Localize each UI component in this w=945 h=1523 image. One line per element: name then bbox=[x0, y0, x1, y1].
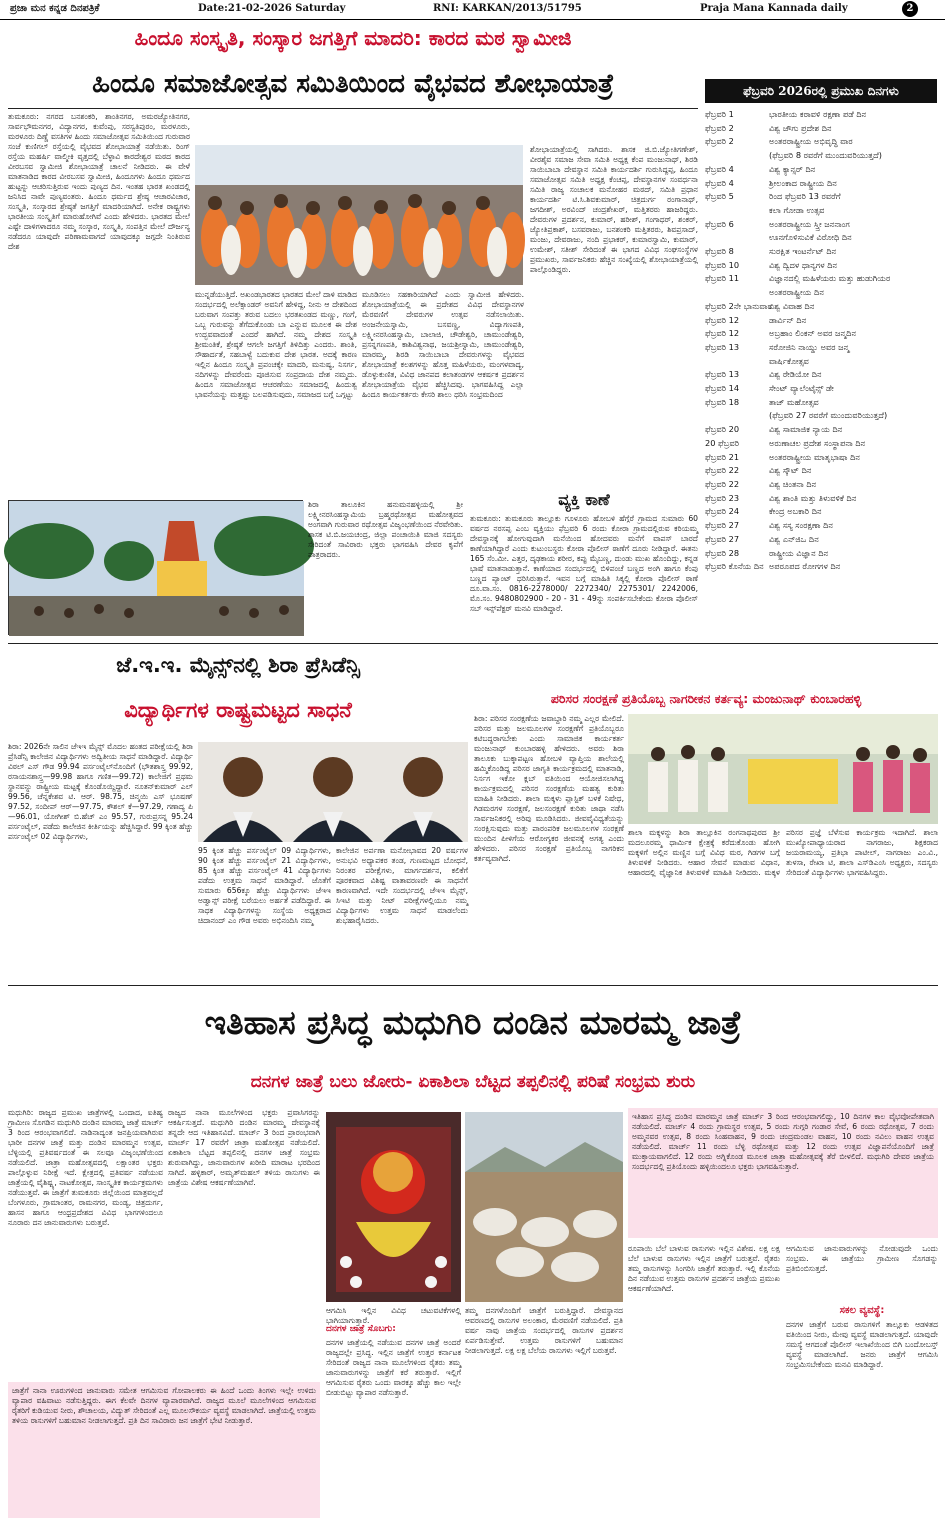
important-day-row bbox=[705, 204, 937, 218]
important-day-date: ಫೆಬ್ರವರಿ 23 bbox=[705, 492, 740, 503]
jatre-text-6b: ದನಗಳ ಜಾತ್ರೆಗೆ ಬರುವ ರಾಸುಗಳಿಗೆ ತಾಲ್ಲೂಕು ಆಡಳಿತದ ವತಿಯಿಂದ ನೀರು, ಮೇವು ವ್ಯವಸ್ಥೆ ಮಾಡಲಾಗುತ್ತದೆ. ಯಾವುದೇ ಸಮಸ್ಯೆ ಆಗದಂತೆ ಪೊಲೀಸ್ ಇಲಾಖೆಯಿಂದ ಬಿಗಿ ಬಂದೋಬಸ್ತ್ ವ್ಯವಸ್ಥೆ ಮಾಡಲಾಗಿದೆ. ಜನರು ಜಾತ್ರೆಗೆ ಆಗಮಿಸಿ ಸಂಭ್ರಮಿಸಬೇಕೆಂದು ಮನವಿ ಮಾಡಿದ್ದಾರೆ. bbox=[786, 1320, 938, 1370]
students-photo bbox=[198, 742, 468, 842]
important-day-row bbox=[705, 190, 937, 204]
procession-photo bbox=[195, 145, 523, 285]
important-day-event: ಸೇಂಟ್ ವ್ಯಾಲೆಂಟೈನ್ಸ್ ಡೇ bbox=[769, 383, 834, 394]
jatre-text-5: ರೂಪಾಯಿ ಬೆಲೆ ಬಾಳುವ ರಾಸುಗಳು ಇಲ್ಲಿನ ವಿಶೇಷ. ಲಕ್ಷ ಲಕ್ಷ ಬೆಲೆ ಬಾಳುವ ರಾಸುಗಳು ಇಲ್ಲಿನ ಜಾತ್ರೆಗೆ ಬರುತ್ತವೆ. ರೈತರು ತಮ್ಮ ರಾಸುಗಳನ್ನು ಸಿಂಗರಿಸಿ ಜಾತ್ರೆಗೆ ತರುತ್ತಾರೆ. ಇಲ್ಲಿ ಕೊನೆಯ ದಿನ ನಡೆಯುವ ಉತ್ತಮ ರಾಸುಗಳ ಪ್ರದರ್ಶನ ಜಾತ್ರೆಯ ಪ್ರಮುಖ ಆಕರ್ಷಣೆಯಾಗಿದೆ. bbox=[628, 1244, 780, 1294]
important-day-date bbox=[705, 231, 769, 245]
jatre-column-3 bbox=[326, 1338, 461, 1518]
important-day-event: ಕೇಂದ್ರ ಅಬಕಾರಿ ದಿನ bbox=[769, 506, 822, 517]
important-day-event: ಕಲಾ ಗೋಡಾ ಉತ್ಸವ bbox=[769, 204, 825, 215]
important-day-date: ಫೆಬ್ರವರಿ 27 bbox=[705, 533, 740, 544]
important-day-date bbox=[705, 149, 769, 163]
missing-person-body: ತುಮಕೂರು: ತುಮಕೂರು ತಾಲ್ಲೂಕು ಗೂಳೂರು ಹೋಬಳಿ ಹೆಗ್ಗೆರೆ ಗ್ರಾಮದ ಸುಮಾರು 60 ವರ್ಷದ ನರಸಪ್ಪ ಎಂಬ ವ್ಯಕ್ತಿಯು ಫೆಬ್ರವರಿ 6 ರಂದು ಕೋರಾ ಗ್ರಾಮದಲ್ಲಿರುವ ಕರಿಯಮ್ಮ ದೇವಸ್ಥಾನಕ್ಕೆ ಹೋಗುವುದಾಗಿ ಮನೆಯಿಂದ ಹೋದವರು ಮನೆಗೆ ವಾಪಸ್ ಬಾರದೆ ಕಾಣೆಯಾಗಿದ್ದಾರೆ ಎಂದು ಕುಟುಂಬಸ್ಥರು ಕೋರಾ ಪೊಲೀಸ್ ಠಾಣೆಗೆ ದೂರು ನೀಡಿದ್ದಾರೆ. ಈತನು 165 ಸೆಂ.ಮೀ. ಎತ್ತರ, ದೃಢಕಾಯ ಶರೀರ, ಕಪ್ಪು ಮೈಬಣ್ಣ, ದುಂಡು ಮುಖ ಹೊಂದಿದ್ದು, ಕನ್ನಡ ಭಾಷೆ ಮಾತನಾಡುತ್ತಾನೆ. ಕಾಣೆಯಾದ ಸಂದರ್ಭದಲ್ಲಿ ಬಿಳಿಪಂಚೆ ಬಣ್ಣದ ಅಂಗಿ ಹಾಗೂ ಕೆಂಪು ಬಣ್ಣದ ಪ್ಯಾಂಟ್ ಧರಿಸಿರುತ್ತಾನೆ. ಇವನ ಬಗ್ಗೆ ಮಾಹಿತಿ ಸಿಕ್ಕಲ್ಲಿ ಕೋರಾ ಪೊಲೀಸ್ ಠಾಣೆ ದೂ.ವಾ.ಸಂ. 0816-2278000/ 2272340/ 2275301/ 2242006, ಮೊ.ಸಂ. 9480802900 - 20 - 31 - 49ನ್ನು ಸಂಪರ್ಕಿಸಬೇಕೆಂದು ಕೋರಾ ಪೊಲೀಸ್ ಸಬ್ ಇನ್ಸ್‌ಪೆಕ್ಟರ್ ಮನವಿ ಮಾಡಿದ್ದಾರೆ. bbox=[470, 514, 698, 614]
story1-column-3 bbox=[362, 290, 524, 494]
important-day-date: ಫೆಬ್ರವರಿ 2 bbox=[705, 122, 734, 133]
important-day-row bbox=[705, 177, 937, 191]
important-day-event: ಅಪರೂಪದ ರೋಗಗಳ ದಿನ bbox=[769, 561, 841, 572]
important-day-date: ಫೆಬ್ರವರಿ 2ನೇ ಭಾನುವಾರ bbox=[705, 300, 772, 311]
divider bbox=[8, 108, 698, 109]
jatre-headline-1: ಇತಿಹಾಸ ಪ್ರಸಿದ್ಧ ಮಧುಗಿರಿ ದಂಡಿನ ಮಾರಮ್ಮ ಜಾತ್ರೆ bbox=[204, 1003, 742, 1042]
jee-text-3: ಕಾಲೇಜಿನ ಅರ್ಪಣಾ ಮನೋಭಾವದ 20 ವರ್ಷಗಳ ಅನುಭವಿ ಅಧ್ಯಾಪಕರ ತಂಡ, ಗುಣಮಟ್ಟದ ಬೋಧನೆ, ನಿರಂತರ ಪರೀಕ್ಷೆಗಳು, ಮಾರ್ಗದರ್ಶನ, ಕಲಿಕೆಗೆ ಪೂರಕವಾದ ವಿಶಿಷ್ಟ ವಾತಾವರಣವೇ ಈ ಸಾಧನೆಗೆ ಕಾರಣವಾಗಿದೆ. ಇದೇ ಸಂದರ್ಭದಲ್ಲಿ ಜೆಇಇ ಮೈನ್ಸ್, ಸಿಇಟಿ ಮತ್ತು ನೀಟ್ ಪರೀಕ್ಷೆಗಳಲ್ಲಿಯೂ ನಮ್ಮ ವಿದ್ಯಾರ್ಥಿಗಳು ಉತ್ತಮ ಸಾಧನೆ ಮಾಡಲೆಂದು ಶುಭಹಾರೈಸಿದರು. bbox=[336, 846, 468, 926]
important-day-date: ಫೆಬ್ರವರಿ 10 bbox=[705, 259, 740, 270]
important-day-event: ವಿಶ್ವ ದ್ವಿದಳ ಧಾನ್ಯಗಳ ದಿನ bbox=[769, 259, 838, 270]
important-day-date bbox=[705, 204, 769, 218]
chariot-caption bbox=[308, 500, 463, 635]
important-day-event: ಅಂತರರಾಷ್ಟ್ರೀಯ ಸ್ತ್ರೀ ಜನನಾಂಗ bbox=[769, 218, 850, 229]
important-day-date: ಫೆಬ್ರವರಿ 13 bbox=[705, 369, 740, 380]
important-day-event: ಅಂತರರಾಷ್ಟ್ರೀಯ ಮಾತೃಭಾಷಾ ದಿನ bbox=[769, 451, 860, 462]
important-day-event: ವಿಶ್ವ ಚಿಂತನಾ ದಿನ bbox=[769, 478, 817, 489]
important-days-title: ಫೆಬ್ರವರಿ 2026ರಲ್ಲಿ ಪ್ರಮುಖ ದಿನಗಳು bbox=[705, 79, 937, 103]
important-day-row bbox=[705, 382, 937, 396]
important-day-row bbox=[705, 396, 937, 410]
important-day-row bbox=[705, 492, 937, 506]
important-day-row bbox=[705, 464, 937, 478]
jatre-column-5 bbox=[628, 1244, 780, 1518]
story1-column-2 bbox=[195, 290, 357, 494]
important-day-row bbox=[705, 341, 937, 355]
important-day-event: ವಿಜ್ಞಾನದಲ್ಲಿ ಮಹಿಳೆಯರು ಮತ್ತು ಹುಡುಗಿಯರ bbox=[769, 273, 891, 284]
important-day-row bbox=[705, 368, 937, 382]
important-day-row bbox=[705, 286, 937, 300]
important-day-date: ಫೆಬ್ರವರಿ 14 bbox=[705, 383, 740, 394]
important-day-date: ಫೆಬ್ರವರಿ 11 bbox=[705, 273, 740, 284]
important-day-event: ರಾಷ್ಟ್ರೀಯ ವಿಜ್ಞಾನ ದಿನ bbox=[769, 547, 829, 558]
important-day-date: 20 ಫೆಬ್ರವರಿ bbox=[705, 437, 740, 448]
important-day-date: ಫೆಬ್ರವರಿ 1 bbox=[705, 109, 734, 119]
jatre-subhead-2: ಸಕಲ ವ್ಯವಸ್ಥೆ: bbox=[839, 1305, 885, 1316]
important-day-event: ಶ್ರೀಲಂಕಾದ ರಾಷ್ಟ್ರೀಯ ದಿನ bbox=[769, 177, 837, 188]
story1-column-4 bbox=[530, 145, 698, 485]
important-day-row bbox=[705, 505, 937, 519]
important-day-date: ಫೆಬ್ರವರಿ 4 bbox=[705, 163, 734, 174]
jee-headline-2: ವಿದ್ಯಾರ್ಥಿಗಳ ರಾಷ್ಟ್ರಮಟ್ಟದ ಸಾಧನೆ bbox=[124, 698, 352, 722]
important-day-event: ವಿಶ್ವ ಎನ್‌ಜಿಒ ದಿನ bbox=[769, 533, 819, 544]
important-day-date: ಫೆಬ್ರವರಿ 24 bbox=[705, 506, 740, 517]
jatre-subhead-1: ದನಗಳ ಜಾತ್ರೆ ಸೊಬಗು: bbox=[326, 1324, 396, 1334]
jatre-column-4 bbox=[465, 1306, 623, 1518]
important-day-row bbox=[705, 478, 937, 492]
important-day-event: ಅಂತರರಾಷ್ಟ್ರೀಯ ಅಭಿವೃದ್ಧಿ ವಾರ bbox=[769, 136, 853, 147]
important-day-event: ರಿಂದ ಫೆಬ್ರವರಿ 13 ರವರೆಗೆ bbox=[769, 191, 841, 202]
important-day-date: ಫೆಬ್ರವರಿ 20 bbox=[705, 424, 740, 435]
important-day-row bbox=[705, 122, 937, 136]
important-day-row bbox=[705, 533, 937, 547]
important-day-row bbox=[705, 231, 937, 245]
paper-logo: ಪ್ರಜಾ ಮನ ಕನ್ನಡ ದಿನಪತ್ರಿಕೆ bbox=[10, 3, 100, 14]
important-day-row bbox=[705, 560, 937, 574]
important-day-event: (ಫೆಬ್ರವರಿ 27 ರವರೆಗೆ ಮುಂದುವರಿಯುತ್ತದೆ) bbox=[769, 410, 888, 421]
jee-column-1 bbox=[8, 742, 193, 982]
paper-name: Praja Mana Kannada daily bbox=[700, 3, 848, 14]
important-day-date: ಫೆಬ್ರವರಿ 13 bbox=[705, 341, 740, 352]
jee-text-2: 95 ಕ್ಕಿಂತ ಹೆಚ್ಚು ಪರ್ಸಂಟೈಲ್ 09 ವಿದ್ಯಾರ್ಥಿಗಳು, 90 ಕ್ಕಿಂತ ಹೆಚ್ಚು ಪರ್ಸಂಟೈಲ್ 21 ವಿದ್ಯಾರ್ಥಿಗಳು, 85 ಕ್ಕಿಂತ ಹೆಚ್ಚು ಪರ್ಸಂಟೈಲ್ 41 ವಿದ್ಯಾರ್ಥಿಗಳು ಪಡೆದು ಉತ್ತಮ ಸಾಧನೆ ಮಾಡಿದ್ದಾರೆ. ಜೊತೆಗೆ ಸುಮಾರು 656ಕ್ಕೂ ಹೆಚ್ಚು ವಿದ್ಯಾರ್ಥಿಗಳು ಜೆಇಇ ಅಡ್ವಾನ್ಸ್ ಪರೀಕ್ಷೆ ಬರೆಯಲು ಅರ್ಹತೆ ಪಡೆದಿದ್ದಾರೆ. ಈ ಸಾಧಕ ವಿದ್ಯಾರ್ಥಿಗಳನ್ನು ಸಂಸ್ಥೆಯ ಅಧ್ಯಕ್ಷರಾದ ಚಿದಾನಂದ್ ಎಂ ಗೌಡ ಅವರು ಅಭಿನಂದಿಸಿ ನಮ್ಮ bbox=[198, 846, 331, 926]
jatre-text-3: ದನಗಳ ಜಾತ್ರೆಯಲ್ಲಿ ನಡೆಯುವ ದನಗಳ ಜಾತ್ರೆ ಅಂದರೆ ರಾಜ್ಯದಲ್ಲೇ ಪ್ರಸಿದ್ಧ. ಇಲ್ಲಿನ ಜಾತ್ರೆಗೆ ಉತ್ತರ ಕರ್ನಾಟಕ ಸೇರಿದಂತೆ ರಾಜ್ಯದ ನಾನಾ ಮೂಲೆಗಳಿಂದ ರೈತರು ತಮ್ಮ ಜಾನುವಾರುಗಳನ್ನು ಜಾತ್ರೆಗೆ ಕರೆ ತರುತ್ತಾರೆ. ಇಲ್ಲಿಗೆ ಆಗಮಿಸುವ ರೈತರು ಒಂದು ವಾರಕ್ಕೂ ಹೆಚ್ಚು ಕಾಲ ಇಲ್ಲೇ ಬೀಡುಬಿಟ್ಟು ವ್ಯಾಪಾರ ನಡೆಸುತ್ತಾರೆ. bbox=[326, 1338, 461, 1398]
important-day-row bbox=[705, 245, 937, 259]
important-day-row bbox=[705, 259, 937, 273]
important-day-event: ವಿಶ್ವ ಸಾಮಾಜಿಕ ನ್ಯಾಯ ದಿನ bbox=[769, 424, 843, 435]
env-column-1 bbox=[474, 714, 624, 982]
story1-column-1 bbox=[8, 112, 190, 494]
jee-column-2 bbox=[198, 846, 331, 982]
jatre-text-1: ಮಧುಗಿರಿ: ರಾಜ್ಯದ ಪ್ರಮುಖ ಜಾತ್ರೆಗಳಲ್ಲಿ ಒಂದಾದ, ಐತಿಹ್ಯ ಗ್ರಾಮೀಣ ಸೊಗಡಿನ ಮಧುಗಿರಿ ದಂಡಿನ ಮಾರಮ್ಮ ಜಾತ್ರೆ ಮಾರ್ಚ್ 3 ರಿಂದ ಆರಂಭವಾಗಲಿದೆ. ನಾಡಿನಾದ್ಯಂತ ಜನಪ್ರಿಯವಾಗಿರುವ ಭಾರೀ ದನಗಳ ಜಾತ್ರೆ ಮತ್ತು ದಂಡಿನ ಮಾರಮ್ಮನ ಉತ್ಸವ, ಬೆಳ್ಳಿಯಲ್ಲಿ ಪ್ರತಿವರ್ಷದಂತೆ ಈ ಸಲವೂ ವಿಜೃಂಭಣೆಯಿಂದ ನಡೆಯಲಿದೆ. ಜಾತ್ರಾ ಮಹೋತ್ಸವದಲ್ಲಿ ಲಕ್ಷಾಂತರ ಭಕ್ತರು ಪಾಲ್ಗೊಳ್ಳುವ ನಿರೀಕ್ಷೆ ಇದೆ. ಕ್ಷೇತ್ರದಲ್ಲಿ ಪ್ರತಿವರ್ಷ ನಡೆಯುವ ಜಾತ್ರೆಯಲ್ಲಿ ವೈಶಿಷ್ಟ್ಯ, ನಾಟಕೋತ್ಸವ, ಸಾಂಸ್ಕೃತಿಕ ಕಾರ್ಯಕ್ರಮಗಳು ನಡೆಯುತ್ತವೆ. ಈ ಜಾತ್ರೆಗೆ ತುಮಕೂರು ಜಿಲ್ಲೆಯಿಂದ ಮಾತ್ರವಲ್ಲದೆ ಬೆಂಗಳೂರು, ಗ್ರಾಮಾಂತರ, ರಾಮನಗರ, ಮಂಡ್ಯ, ಚಿತ್ರದುರ್ಗ, ಹಾಸನ ಹಾಗೂ ಆಂಧ್ರಪ್ರದೇಶದ ವಿವಿಧ ಭಾಗಗಳಿಂದಲೂ ನೂರಾರು ದನ ಜಾನುವಾರುಗಳು ಬರುತ್ತವೆ. bbox=[8, 1108, 163, 1228]
important-day-date: ಫೆಬ್ರವರಿ 22 bbox=[705, 465, 740, 476]
jatre-headline-2: ದನಗಳ ಜಾತ್ರೆ ಬಲು ಜೋರು- ಏಕಾಶಿಲಾ ಬೆಟ್ಟದ ತಪ್ಪಲಿನಲ್ಲಿ ಪರಿಷೆ ಸಂಭ್ರಮ ಶುರು bbox=[250, 1072, 696, 1092]
important-day-event: ಸುರಕ್ಷಿತ ಇಂಟರ್ನೆಟ್ ದಿನ bbox=[769, 246, 837, 257]
jatre-column-6b bbox=[786, 1320, 938, 1518]
important-day-event: ಭಾರತೀಯ ಕರಾವಳಿ ರಕ್ಷಣಾ ಪಡೆ ದಿನ bbox=[769, 109, 867, 119]
important-day-event: ವಿಶ್ವ ಕ್ಯಾನ್ಸರ್ ದಿನ bbox=[769, 163, 816, 174]
important-day-event: ಡಾರ್ವಿನ್ ದಿನ bbox=[769, 314, 807, 325]
story1-headline-2: ಹಿಂದೂ ಸಮಾಜೋತ್ಸವ ಸಮಿತಿಯಿಂದ ವೈಭವದ ಶೋಭಾಯಾತ್ರೆ bbox=[92, 69, 614, 99]
important-day-row bbox=[705, 327, 937, 341]
important-day-event: ಅಂತರರಾಷ್ಟ್ರೀಯ ದಿನ bbox=[769, 287, 824, 298]
important-days-list bbox=[705, 108, 937, 574]
important-day-date: ಫೆಬ್ರವರಿ 8 bbox=[705, 246, 734, 257]
env-text-1: ಶಿರಾ: ಪರಿಸರ ಸಂರಕ್ಷಣೆಯ ಜವಾಬ್ದಾರಿ ನಮ್ಮ ಎಲ್ಲರ ಮೇಲಿದೆ. ಪರಿಸರ ಮತ್ತು ಜಲಮೂಲಗಳ ಸಂರಕ್ಷಣೆಗೆ ಪ್ರತಿಯೊಬ್ಬರೂ ಕಟಿಬದ್ಧರಾಗಬೇಕು ಎಂದು ಸಾಮಾಜಿಕ ಕಾರ್ಯಕರ್ತ ಮಂಜುನಾಥ್ ಕುಂಬಾರಹಳ್ಳಿ ಹೇಳಿದರು. ಅವರು ಶಿರಾ ತಾಲೂಕು ಬುಕ್ಕಾಪಟ್ಟಣ ಹೋಬಳಿ ವ್ಯಾಪ್ತಿಯ ಶಾಲೆಯಲ್ಲಿ ಹಮ್ಮಿಕೊಂಡಿದ್ದ ಪರಿಸರ ಜಾಗೃತಿ ಕಾರ್ಯಕ್ರಮದಲ್ಲಿ ಮಾತನಾಡಿ, ನಿರ್ಸಗ ಇಕೋ ಕ್ಲಬ್ ವತಿಯಿಂದ ಆಯೋಜಿಸಲಾಗಿದ್ದ ಕಾರ್ಯಕ್ರಮದಲ್ಲಿ ಪರಿಸರ ಸಂರಕ್ಷಣೆಯ ಮಹತ್ವ ಕುರಿತು ಮಾಹಿತಿ ನೀಡಿದರು. ಶಾಲಾ ಮಕ್ಕಳು ಪ್ಲಾಸ್ಟಿಕ್ ಬಳಕೆ ನಿಷೇಧ, ಗಿಡಮರಗಳ ಸಂರಕ್ಷಣೆ, ಜಲಸಂರಕ್ಷಣೆ ಕುರಿತು ಜಾಥಾ ನಡೆಸಿ ಸಾರ್ವಜನಿಕರಲ್ಲಿ ಅರಿವು ಮೂಡಿಸಿದರು. ಜೀವವೈವಿಧ್ಯತೆಯನ್ನು ಸಂರಕ್ಷಿಸುವುದು ಮತ್ತು ಪಾರಂಪರಿಕ ಜಲಮೂಲಗಳ ಸಂರಕ್ಷಣೆ ಮುಂದಿನ ಪೀಳಿಗೆಯ ಆರೋಗ್ಯಕರ ಜೀವನಕ್ಕೆ ಅಗತ್ಯ ಎಂದು ಹೇಳಿದರು. ಪರಿಸರ ಸಂರಕ್ಷಣೆ ಪ್ರತಿಯೊಬ್ಬ ನಾಗರಿಕನ ಕರ್ತವ್ಯವಾಗಿದೆ. bbox=[474, 714, 624, 864]
important-day-row bbox=[705, 423, 937, 437]
important-day-date bbox=[705, 355, 769, 369]
important-day-date: ಫೆಬ್ರವರಿ 5 bbox=[705, 191, 734, 202]
divider bbox=[8, 643, 938, 644]
important-day-event: ಸರೋಜಿನಿ ನಾಯ್ಡು ಅವರ ಜನ್ಮ bbox=[769, 341, 850, 352]
divider bbox=[8, 985, 938, 986]
important-day-event: ಊನಗೊಳಿಸುವಿಕೆ ವಿರೋಧಿ ದಿನ bbox=[769, 232, 852, 243]
goddess-photo bbox=[326, 1112, 461, 1302]
jatre-text-6: ಆಗಮಿಸುವ ಜಾನುವಾರುಗಳನ್ನು ನೋಡುವುದೇ ಒಂದು ಸಂಭ್ರಮ. ಈ ಜಾತ್ರೆಯು ಗ್ರಾಮೀಣ ಸೊಗಡನ್ನು ಪ್ರತಿಬಿಂಬಿಸುತ್ತದೆ. bbox=[786, 1244, 938, 1274]
important-day-event: ವಿಶ್ವ ಶಾಂತಿ ಮತ್ತು ತಿಳುವಳಿಕೆ ದಿನ bbox=[769, 492, 857, 503]
story1-text-1: ತುಮಕೂರು: ನಗರದ ಬನಶಂಕರಿ, ಶಾಂತಿನಗರ, ಅಮರಜ್ಯೋತಿನಗರ, ಸಾರ್ವಭೌಮನಗರ, ವಿದ್ಯಾನಗರ, ಕುವೆಂಪು, ಸರಸ್ವತಿಪುರಂ, ಮರಳೂರು, ಮರಳೂರು ದಿಣ್ಣೆ ವಸತಿಗಳ ಹಿಂದು ಸಮಾಜೋತ್ಸವ ಸಮಿತಿಯಿಂದ ಗುರುವಾರ ಸಂಜೆ ಕುಣಿಗಲ್ ರಸ್ತೆಯಲ್ಲಿ ವೈಭವದ ಶೋಭಾಯಾತ್ರೆ ನಡೆಯಿತು. ರಿಂಗ್ ರಸ್ತೆಯ ಮಹರ್ಷಿ ವಾಲ್ಮೀಕಿ ವೃತ್ತದಲ್ಲಿ ಬೆಳ್ಳಾವಿ ಕಾರದೇಶ್ವರ ಮಠದ ಕಾರದ ವೀರಬಸವ ಸ್ವಾಮೀಜಿ ಶೋಭಾಯಾತ್ರೆ ಚಾಲನೆ ನೀಡಿದರು. ಈ ವೇಳೆ ಮಾತನಾಡಿದ ಕಾರದ ವೀರಬಸವ ಸ್ವಾಮೀಜಿ, ಹಿಂದೂಗಳು ಹಿಂದೂ ಧರ್ಮದ ಹುಟ್ಟನ್ನು ಆಚರಿಸುತ್ತಿರುವ ಇಂದು ಪುಣ್ಯದ ದಿನ. ಇಂತಹ ಭಾರತ ಖಂಡದಲ್ಲಿ ಜನಿಸಿದ ನಾವೇ ಪುಣ್ಯವಂತರು. ಹಿಂದೂ ಧರ್ಮದ ಶ್ರೇಷ್ಠ ಆಚಾರವಿಚಾರ, ಸಂಸ್ಕೃತಿ, ಸಂಸ್ಕಾರದ ಶ್ರೇಷ್ಠತೆ ಜಗತ್ತಿಗೆ ಮಾದರಿಯಾಗಿದೆ. ಅನೇಕ ರಾಷ್ಟ್ರಗಳು ಭಾರತೀಯ ಸಂಸ್ಕೃತಿಗೆ ಮಾರುಹೋಗಿವೆ ಎಂದು ಹೇಳಿದರು. ಭಾರತದ ಮೇಲೆ ಎಷ್ಟೇ ದಾಳಿಗಳಾದರೂ ನಮ್ಮ ಸಂಸ್ಕಾರ, ಸಂಸ್ಕೃತಿ, ಸಂಪತ್ತಿನ ಮೇಲೆ ದೌರ್ಜನ್ಯ ನಡೆದರೂ ಯಾವುದೇ ಪರಿಣಾಮವಾಗದೆ ಯಾವುದಕ್ಕೂ ಜಗ್ಗದೇ ನಿಂತಿರುವ ದೇಶ bbox=[8, 112, 190, 252]
env-column-2 bbox=[628, 828, 938, 982]
chariot-photo bbox=[8, 500, 303, 635]
important-day-date: ಫೆಬ್ರವರಿ 6 bbox=[705, 218, 734, 229]
important-day-row bbox=[705, 314, 937, 328]
important-day-row bbox=[705, 272, 937, 286]
jatre-text-4: ತಮ್ಮ ದನಗಳೊಂದಿಗೆ ಜಾತ್ರೆಗೆ ಬರುತ್ತಿದ್ದಾರೆ. ದೇವಸ್ಥಾನದ ಆವರಣದಲ್ಲಿ ರಾಸುಗಳ ಅಲಂಕಾರ, ಮೆರವಣಿಗೆ ನಡೆಯಲಿದೆ. ಪ್ರತಿ ವರ್ಷ ನಾವು ಜಾತ್ರೆಯ ಸಂದರ್ಭದಲ್ಲಿ ರಾಸುಗಳ ಪ್ರದರ್ಶನ ಏರ್ಪಡಿಸುತ್ತೇವೆ. ಉತ್ತಮ ರಾಸುಗಳಿಗೆ ಬಹುಮಾನ ನೀಡಲಾಗುತ್ತದೆ. ಲಕ್ಷ ಲಕ್ಷ ಬೆಲೆಯ ರಾಸುಗಳು ಇಲ್ಲಿಗೆ ಬರುತ್ತವೆ. bbox=[465, 1306, 623, 1356]
important-day-date bbox=[705, 286, 769, 300]
important-day-event: ಅಬ್ರಹಾಂ ಲಿಂಕನ್ ಅವರ ಜನ್ಮದಿನ bbox=[769, 328, 857, 339]
important-day-row bbox=[705, 409, 937, 423]
jatre-column-6 bbox=[786, 1244, 938, 1300]
jee-text-1: ಶಿರಾ: 2026ನೇ ಸಾಲಿನ ಜೆಇಇ ಮೈನ್ಸ್ ಮೊದಲ ಹಂತದ ಪರೀಕ್ಷೆಯಲ್ಲಿ ಶಿರಾ ಪ್ರೆಸಿಡೆನ್ಸಿ ಕಾಲೇಜಿನ ವಿದ್ಯಾರ್ಥಿಗಳು ಅದ್ವಿತೀಯ ಸಾಧನೆ ಮಾಡಿದ್ದಾರೆ. ವಿದ್ಯಾರ್ಥಿ ವಿಠಲ್ ಎಸ್ ಗೌಡ 99.94 ಪರ್ಸಂಟೈಲ್‌ನೊಂದಿಗೆ (ಭೌತಶಾಸ್ತ್ರ 99.92, ರಸಾಯನಶಾಸ್ತ್ರ—99.98 ಹಾಗೂ ಗಣಿತ—99.72) ಕಾಲೇಜಿಗೆ ಪ್ರಥಮ ಸ್ಥಾನವನ್ನು ರಾಷ್ಟ್ರೀಯ ಮಟ್ಟಕ್ಕೆ ಕೊಂಡೊಯ್ದಿದ್ದಾರೆ. ನೂತನ್‌ಕುಮಾರ್ ಎಲ್ 99.56, ಚೆನ್ನಕೇಶವ ಟಿ. ಆರ್. 98.75, ಚಿನ್ಮಯಿ ಎಸ್ ಭೂಷಣ್ 97.52, ಸಂದೀಪ್ ಆರ್—97.75, ಕೌಶಲ್ ಕೆ—97.29, ಗಣಾದ್ಯ ಪಿ—96.01, ಯೋಗೀಶ್ ಬಿ.ಹೆಚ್ ಎಂ 95.57, ಗುರುಪ್ರಸನ್ನ 95.24 ಪರ್ಸಂಟೈಲ್, ಪಡೆದು ಕಾಲೇಜಿನ ಕೀರ್ತಿಯನ್ನು ಹೆಚ್ಚಿಸಿದ್ದಾರೆ. 99 ಕ್ಕಿಂತ ಹೆಚ್ಚು ಪರ್ಸಂಟೈಲ್ 02 ವಿದ್ಯಾರ್ಥಿಗಳು, bbox=[8, 742, 193, 842]
important-day-row bbox=[705, 355, 937, 369]
important-day-event: ವಿಶ್ವ ರೇಡಿಯೋ ದಿನ bbox=[769, 369, 822, 380]
jatre-info-text: ಜಾತ್ರೆಗೆ ನಾನಾ ಊರುಗಳಿಂದ ಜಾನುವಾರು ಸಮೇತ ಆಗಮಿಸುವ ಗೋಪಾಲಕರು ಈ ಹಿಂದೆ ಒಂದು ತಿಂಗಳು ಇಲ್ಲೇ ಉಳಿದು ವ್ಯಾಪಾರ ವಹಿವಾಟು ನಡೆಸುತ್ತಿದ್ದರು. ಈಗ ಕೆಲವೇ ದಿನಗಳ ವ್ಯಾಪಾರವಾಗಿದೆ. ರಾಜ್ಯದ ಮೂಲೆ ಮೂಲೆಗಳಿಂದ ಆಗಮಿಸುವ ರೈತರಿಗೆ ಕುಡಿಯುವ ನೀರು, ಶೌಚಾಲಯ, ವಿದ್ಯುತ್ ಸೇರಿದಂತೆ ಎಲ್ಲ ಮೂಲಸೌಕರ್ಯ ವ್ಯವಸ್ಥೆ ಮಾಡಲಾಗಿದೆ. ಜಾತ್ರೆಯಲ್ಲಿ ಉತ್ತಮ ತಳಿಯ ರಾಸುಗಳಿಗೆ ಬಹುಮಾನ ನೀಡಲಾಗುತ್ತದೆ. ಪ್ರತಿ ದಿನ ಸಾವಿರಾರು ಜನ ಜಾತ್ರೆಗೆ ಭೇಟಿ ನೀಡುತ್ತಾರೆ. bbox=[12, 1386, 316, 1426]
important-day-date bbox=[705, 409, 769, 423]
important-day-row bbox=[705, 451, 937, 465]
important-day-date: ಫೆಬ್ರವರಿ 28 bbox=[705, 547, 740, 558]
important-day-date: ಫೆಬ್ರವರಿ 21 bbox=[705, 451, 740, 462]
important-day-row bbox=[705, 163, 937, 177]
chariot-caption-text: ಶಿರಾ ತಾಲೂಕಿನ ಹನುಮನಹಳ್ಳಿಯಲ್ಲಿ ಶ್ರೀ ಲಕ್ಷ್ಮೀನರಸಿಂಹಸ್ವಾಮಿಯ ಬ್ರಹ್ಮರಥೋತ್ಸವ ಮಹೋತ್ಸವದ ಅಂಗವಾಗಿ ಗುರುವಾರ ರಥೋತ್ಸವ ವಿಜೃಂಭಣೆಯಿಂದ ನೆರವೇರಿತು. ಶಾಸಕ ಟಿ.ಬಿ.ಜಯಚಂದ್ರ, ಜಿಲ್ಲಾ ಪಂಚಾಯಿತಿ ಮಾಜಿ ಸದಸ್ಯರು ಸೇರಿದಂತೆ ಸಾವಿರಾರು ಭಕ್ತರು ಭಾಗವಹಿಸಿ ದೇವರ ಕೃಪೆಗೆ ಪಾತ್ರರಾದರು. bbox=[308, 500, 463, 560]
important-day-row bbox=[705, 300, 937, 314]
env-photo bbox=[628, 714, 938, 824]
important-day-date: ಫೆಬ್ರವರಿ 18 bbox=[705, 396, 740, 407]
important-day-row bbox=[705, 135, 937, 149]
important-day-date: ಫೆಬ್ರವರಿ 27 bbox=[705, 520, 740, 531]
important-day-row bbox=[705, 108, 937, 122]
story1-headline-1: ಹಿಂದೂ ಸಂಸ್ಕೃತಿ, ಸಂಸ್ಕಾರ ಜಗತ್ತಿಗೆ ಮಾದರಿ: ಕಾರದ ಮಠ ಸ್ವಾಮೀಜಿ bbox=[134, 26, 572, 50]
jatre-schedule-box bbox=[628, 1108, 938, 1238]
important-day-row bbox=[705, 547, 937, 561]
important-day-event: ತಾಜ್ ಮಹೋತ್ಸವ bbox=[769, 396, 819, 407]
masthead bbox=[0, 0, 945, 20]
important-day-date: ಫೆಬ್ರವರಿ 12 bbox=[705, 314, 740, 325]
story1-text-4: ಶೋಭಾಯಾತ್ರೆಯಲ್ಲಿ ಸಾಗಿದರು. ಶಾಸಕ ಜಿ.ಬಿ.ಜ್ಯೋತಿಗಣೇಶ್, ವೀರಶೈವ ಸಮಾಜ ಸೇವಾ ಸಮಿತಿ ಅಧ್ಯಕ್ಷ ಕೆಂಪ ಮಂಜುನಾಥ್, ಶಿರಡಿ ಸಾಯಿಬಾಬಾ ದೇವಸ್ಥಾನ ಸಮಿತಿ ಕಾರ್ಯದರ್ಶಿ ಗುರುಸಿದ್ದಪ್ಪ, ಹಿಂದೂ ಸಮಾಜೋತ್ಸವ ಸಮಿತಿ ಅಧ್ಯಕ್ಷ ಕೆಂಚಪ್ಪ, ದೇವಸ್ಥಾನಗಳ ಸಂವರ್ಧನಾ ಸಮಿತಿ ರಾಜ್ಯ ಸಂಚಾಲಕ ಮನೋಹರ ಮಠದ್, ಸಮಿತಿ ಪ್ರಧಾನ ಕಾರ್ಯದರ್ಶಿ ಟಿ.ಸಿ.ಶಿವಕುಮಾರ್, ಚಿತ್ರದುರ್ಗ ರಂಗಾನಾಥ್, ಜಗದೀಶ್, ಅರವಿಂದ್ ಚಂದ್ರಶೇಖರ್, ಮತ್ತಿತರರು ಹಾಜರಿದ್ದರು. ದೇವರುಗಳ ಪ್ರದರ್ಶನ, ಕುಮಾರ್, ಹರೀಶ್, ಗಂಗಾಧರ್, ಶಂಕರ್, ಜ್ಯೋತಿಪ್ರಕಾಶ್, ಬಸವರಾಜು, ಬನಶಂಕರಿ ಮತ್ತಿತರರು, ಶಿವಪ್ರಸಾದ್, ಮಂಜು, ದೇವರಾಜು, ನಂದಿ ಪ್ರಭಾಕರ್, ಕುಮಾರಸ್ವಾಮಿ, ಕುಮಾರ್, ಉಮೇಶ್, ಸತೀಶ್ ಸೇರಿದಂತೆ ಈ ಭಾಗದ ವಿವಿಧ ಸಂಘಸಂಸ್ಥೆಗಳ ಪ್ರಮುಖರು, ಸಾರ್ವಜನಿಕರು ಹೆಚ್ಚಿನ ಸಂಖ್ಯೆಯಲ್ಲಿ ಶೋಭಾಯಾತ್ರೆಯಲ್ಲಿ ಪಾಲ್ಗೊಂಡಿದ್ದರು. bbox=[530, 145, 698, 275]
env-headline: ಪರಿಸರ ಸಂರಕ್ಷಣೆ ಪ್ರತಿಯೊಬ್ಬ ನಾಗರೀಕನ ಕರ್ತವ್ಯ: ಮಂಜುನಾಥ್ ಕುಂಬಾರಹಳ್ಳಿ bbox=[550, 691, 862, 706]
important-day-event: ಅರುಣಾಚಲ ಪ್ರದೇಶ ಸಂಸ್ಥಾಪನಾ ದಿನ bbox=[769, 437, 866, 448]
important-day-event: (ಫೆಬ್ರವರಿ 8 ರವರೆಗೆ ಮುಂದುವರಿಯುತ್ತದೆ) bbox=[769, 150, 882, 161]
issue-date: Date:21-02-2026 Saturday bbox=[198, 3, 346, 14]
important-day-date: ಫೆಬ್ರವರಿ 12 bbox=[705, 328, 740, 339]
cattle-fair-photo bbox=[465, 1112, 623, 1302]
jatre-column-2 bbox=[168, 1108, 320, 1378]
important-day-date: ಫೆಬ್ರವರಿ 22 bbox=[705, 478, 740, 489]
jatre-column-1 bbox=[8, 1108, 163, 1378]
important-day-event: ವಿಶ್ವ ವಿವಾಹ ದಿನ bbox=[769, 300, 815, 311]
jee-headline-1: ಜೆ.ಇ.ಇ. ಮೈನ್ಸ್‌ನಲ್ಲಿ ಶಿರಾ ಪ್ರೆಸಿಡೆನ್ಸಿ bbox=[116, 653, 360, 677]
env-text-2: ಶಾಲಾ ಮಕ್ಕಳನ್ನು ಶಿರಾ ತಾಲ್ಲೂಕಿನ ರಂಗನಾಥಪುರದ ಶ್ರೀ ಮದಲೂರಮ್ಮ ಧಾರ್ಮಿಕ ಕ್ಷೇತ್ರಕ್ಕೆ ಕರೆದುಕೊಂಡು ಹೋಗಿ ಮಕ್ಕಳಿಗೆ ಅಲ್ಲಿನ ಮಣ್ಣಿನ ಬಗ್ಗೆ ವಿವಿಧ ಮರ, ಗಿಡಗಳ ಬಗ್ಗೆ ತಿಳುವಳಿಕೆ ನೀಡಿದರು. ಆಹಾರ ಸೇವನೆ ಮಾಡುವ ವಿಧಾನ, ಆಹಾರದಲ್ಲಿ ವೈಜ್ಞಾನಿಕ ತಿಳುವಳಿಕೆ ಮಾಹಿತಿ ನೀಡಿದರು. ಮಕ್ಕಳ ಪರಿಸರ ಪ್ರಜ್ಞೆ ಬೆಳೆಸುವ ಕಾರ್ಯಕ್ರಮ ಇದಾಗಿದೆ. ಶಾಲಾ ಮುಖ್ಯೋಪಾಧ್ಯಾಯರಾದ ನಾಗರಾಜು, ಶಿಕ್ಷಕರಾದ ಜಯರಾಮಯ್ಯ, ಪ್ರತಿಭಾ ಪಾಟೀಲ್, ನಾಗರಾಜು ಎಂ.ವಿ., ತುಳಸಾ, ರೇಖಾ ಟಿ, ಶಾಲಾ ಎಸ್‌ಡಿಎಂಸಿ ಅಧ್ಯಕ್ಷರು, ಸದಸ್ಯರು ಸೇರಿದಂತೆ ವಿದ್ಯಾರ್ಥಿಗಳು ಭಾಗವಹಿಸಿದ್ದರು. bbox=[628, 828, 938, 878]
important-day-event: ವಿಶ್ವ ಸಸ್ಯ ಸಂರಕ್ಷಣಾ ದಿನ bbox=[769, 520, 833, 531]
page-number: 2 bbox=[902, 1, 918, 17]
jatre-info-box bbox=[8, 1382, 320, 1518]
jatre-photo-caption bbox=[326, 1306, 461, 1326]
important-day-date: ಫೆಬ್ರವರಿ 2 bbox=[705, 136, 734, 147]
important-day-date: ಫೆಬ್ರವರಿ 4 bbox=[705, 177, 734, 188]
important-day-date: ಫೆಬ್ರವರಿ ಕೊನೆಯ ದಿನ bbox=[705, 561, 764, 572]
important-day-row bbox=[705, 218, 937, 232]
missing-person-text bbox=[470, 514, 698, 640]
jatre-text-2: ರಾಜ್ಯದ ನಾನಾ ಮೂಲೆಗಳಿಂದ ಭಕ್ತರು ಪ್ರವಾಸಿಗರನ್ನು ಆಕರ್ಷಿಸುತ್ತದೆ. ಮಧುಗಿರಿ ದಂಡಿನ ಮಾರಮ್ಮ ದೇವಸ್ಥಾನಕ್ಕೆ ತನ್ನದೇ ಆದ ಇತಿಹಾಸವಿದೆ. ಮಾರ್ಚ್ 3 ರಿಂದ ಪ್ರಾರಂಭವಾಗಿ ಮಾರ್ಚ್ 17 ರವರೆಗೆ ಜಾತ್ರಾ ಮಹೋತ್ಸವ ನಡೆಯಲಿದೆ. ಏಕಾಶಿಲಾ ಬೆಟ್ಟದ ತಪ್ಪಲಿನಲ್ಲಿ ದನಗಳ ಜಾತ್ರೆ ಸಂಭ್ರಮ ಶುರುವಾಗಿದ್ದು, ಜಾನುವಾರುಗಳ ಖರೀದಿ ಮಾರಾಟ ಭರದಿಂದ ಸಾಗಿದೆ. ಹಳ್ಳಿಕಾರ್, ಅಮೃತ್‌ಮಹಲ್ ತಳಿಯ ರಾಸುಗಳು ಈ ಜಾತ್ರೆಯ ವಿಶೇಷ ಆಕರ್ಷಣೆಯಾಗಿವೆ. bbox=[168, 1108, 320, 1188]
important-day-row bbox=[705, 149, 937, 163]
important-day-row bbox=[705, 437, 937, 451]
story1-text-3: ಮೂಡಿಸಲು ಸಹಕಾರಿಯಾಗಿದೆ ಎಂದು ಸ್ವಾಮೀಜಿ ಹೇಳಿದರು. ಶೋಭಾಯಾತ್ರೆಯಲ್ಲಿ ಈ ಪ್ರದೇಶದ ವಿವಿಧ ದೇವಸ್ಥಾನಗಳ ಮೆರವಣಿಗೆ ದೇವರುಗಳ ಉತ್ಸವ ನಡೆಸಲಾಯಿತು. ಅಂಜನೇಯಸ್ವಾಮಿ, ಬಸವಣ್ಣ, ವಿದ್ಯಾಗಣಪತಿ, ಲಕ್ಷ್ಮೀನರಸಿಂಹಸ್ವಾಮಿ, ಬಾಲಾಜಿ, ಚೌಡೇಶ್ವರಿ, ಚಾಮುಂಡೇಶ್ವರಿ, ಪ್ರಸನ್ನಗಣಪತಿ, ಕಾಶಿವಿಶ್ವನಾಥ, ಜಯಶ್ರೀಸ್ವಾಮಿ, ಚಾಮುಂಡೇಶ್ವರಿ, ಮಾರಮ್ಮ, ಶಿರಡಿ ಸಾಯಿಬಾಬಾ ದೇವರುಗಳನ್ನು ವೈಭವದ ಶೋಭಾಯಾತ್ರೆ ಕಲಶಗಳನ್ನು ಹೊತ್ತ ಮಹಿಳೆಯರು, ಮಂಗಳವಾದ್ಯ, ಡೊಳ್ಳುಕುಣಿತ, ವಿವಿಧ ಜಾನಪದ ಕಲಾತಂಡಗಳ ಆಕರ್ಷಕ ಪ್ರದರ್ಶನ ಶೋಭಾಯಾತ್ರೆಯ ವೈಭವ ಹೆಚ್ಚಿಸಿದವು. ಭಾಗವಹಿಸಿದ್ದ ಎಲ್ಲಾ ಹಿಂದೂ ಕಾರ್ಯಕರ್ತರು ಕೇಸರಿ ಶಾಲು ಧರಿಸಿ ಸಂಭ್ರಮದಿಂದ bbox=[362, 290, 524, 400]
jatre-schedule-text: ಇತಿಹಾಸ ಪ್ರಸಿದ್ಧ ದಂಡಿನ ಮಾರಮ್ಮನ ಜಾತ್ರೆ ಮಾರ್ಚ್ 3 ರಿಂದ ಆರಂಭವಾಗಲಿದ್ದು, 10 ದಿನಗಳ ಕಾಲ ವೈಭವೋಪೇತವಾಗಿ ನಡೆಯಲಿದೆ. ಮಾರ್ಚ್ 4 ರಂದು ಗ್ರಾಮಸ್ಥರ ಉತ್ಸವ, 5 ರಂದು ಗುಗ್ಗರಿ ಗಂಡಾರ ಸೇವೆ, 6 ರಂದು ರಥೋತ್ಸವ, 7 ರಂದು ಅಮ್ಮನವರ ಉತ್ಸವ, 8 ರಂದು ಸಿಂಹವಾಹನ, 9 ರಂದು ಚಂದ್ರಮಂಡಲ ವಾಹನ, 10 ರಂದು ನವಿಲು ವಾಹನ ಉತ್ಸವ ನಡೆಯಲಿದೆ. ಮಾರ್ಚ್ 11 ರಂದು ಬೆಳ್ಳಿ ರಥೋತ್ಸವ ಮತ್ತು 12 ರಂದು ಉತ್ಸವ ವಿಜ್ಞಾಪನೆಯೊಂದಿಗೆ ಜಾತ್ರೆ ಮುಕ್ತಾಯವಾಗಲಿದೆ. 12 ರಂದು ಅಗ್ನಿಕೊಂಡ ಮೂಲಕ ಜಾತ್ರಾ ಮಹೋತ್ಸವಕ್ಕೆ ತೆರೆ ಬೀಳಲಿದೆ. ಮಧುಗಿರಿ ದೇವರ ಜಾತ್ರೆಯ ಸಂದರ್ಭದಲ್ಲಿ ಪ್ರತಿಯೊಂದು ಹಳ್ಳಿಯಿಂದಲೂ ಭಕ್ತರು ಭಾಗವಹಿಸುತ್ತಾರೆ. bbox=[632, 1112, 934, 1172]
rni-number: RNI: KARKAN/2013/51795 bbox=[433, 3, 582, 14]
story1-text-2: ಮುನ್ನಡೆಯುತ್ತಿದೆ. ಅಖಂಡಭಾರತದ ಭಾರತದ ಮೇಲೆ ದಾಳಿ ಮಾಡಿದ ಸಂದರ್ಭದಲ್ಲಿ ಅಲೆಕ್ಸಾಂಡರ್ ಅವನಿಗೆ ಹೇಳಿದ್ದ, ನೀನು ಆ ದೇಶದಿಂದ ಬರುವಾಗ ಸಂಪತ್ತು ತರುವ ಬದಲು ಭರತಖಂಡದ ಮಣ್ಣು, ಗಂಗೆ, ಒಬ್ಬ ಗುರುವನ್ನು ತೆಗೆದುಕೊಂಡು ಬಾ ಎನ್ನುವ ಮೂಲಕ ಈ ದೇಶ ಉದ್ಭವವಾದಂತೆ ಎಂದರೆ ಹಾಗಿದೆ. ನಮ್ಮ ದೇಶದ ಸಂಸ್ಕೃತಿ ಶ್ರೀಮಂತಿಕೆ, ಶ್ರೇಷ್ಠತೆ ಆಗಲೇ ಜಗತ್ತಿಗೆ ತಿಳಿದಿತ್ತು ಎಂದರು. ಶಾಂತಿ, ಸೌಹಾರ್ದತೆ, ಸಹಬಾಳ್ವೆ ಬದುಕುವ ದೇಶ ಭಾರತ. ಅದಕ್ಕೆ ಕಾರಣ ಇಲ್ಲಿನ ಹಿಂದೂ ಸಂಸ್ಕೃತಿ ಪ್ರಪಂಚಕ್ಕೇ ಮಾದರಿ, ಮನುಷ್ಯ, ನಿಸರ್ಗ, ನದಿಗಳನ್ನು ದೇವರೆಂದು ಪೂಜಿಸುವ ಸಂಪ್ರದಾಯ ದೇಶ ನಮ್ಮದು. ಹಿಂದೂ ಸಮಾಜೋತ್ಸವ ಆಚರಣೆಯು ಸಮಾಜದಲ್ಲಿ ಹಿಂದುತ್ವ ಭಾವನೆಯನ್ನು ಮತ್ತಷ್ಟು ಬಲಪಡಿಸುವುದು, ಸಮಾಜದ ಬಗ್ಗೆ ಒಗ್ಗಟ್ಟು bbox=[195, 290, 357, 400]
important-day-event: ವಾರ್ಷಿಕೋತ್ಸವ bbox=[769, 355, 809, 366]
important-day-event: ವಿಶ್ವ ಜೌಗು ಪ್ರದೇಶ ದಿನ bbox=[769, 122, 832, 133]
jee-column-3 bbox=[336, 846, 468, 982]
jatre-caption-text: ಆಗಮಿಸಿ ಇಲ್ಲಿನ ವಿವಿಧ ಚಟುವಟಿಕೆಗಳಲ್ಲಿ ಭಾಗಿಯಾಗುತ್ತಾರೆ. bbox=[326, 1306, 461, 1326]
missing-person-heading: ವ್ಯಕ್ತಿ ಕಾಣೆ bbox=[558, 490, 610, 509]
important-day-event: ವಿಶ್ವ ಸ್ಕೌಟ್ ದಿನ bbox=[769, 465, 812, 476]
important-day-row bbox=[705, 519, 937, 533]
